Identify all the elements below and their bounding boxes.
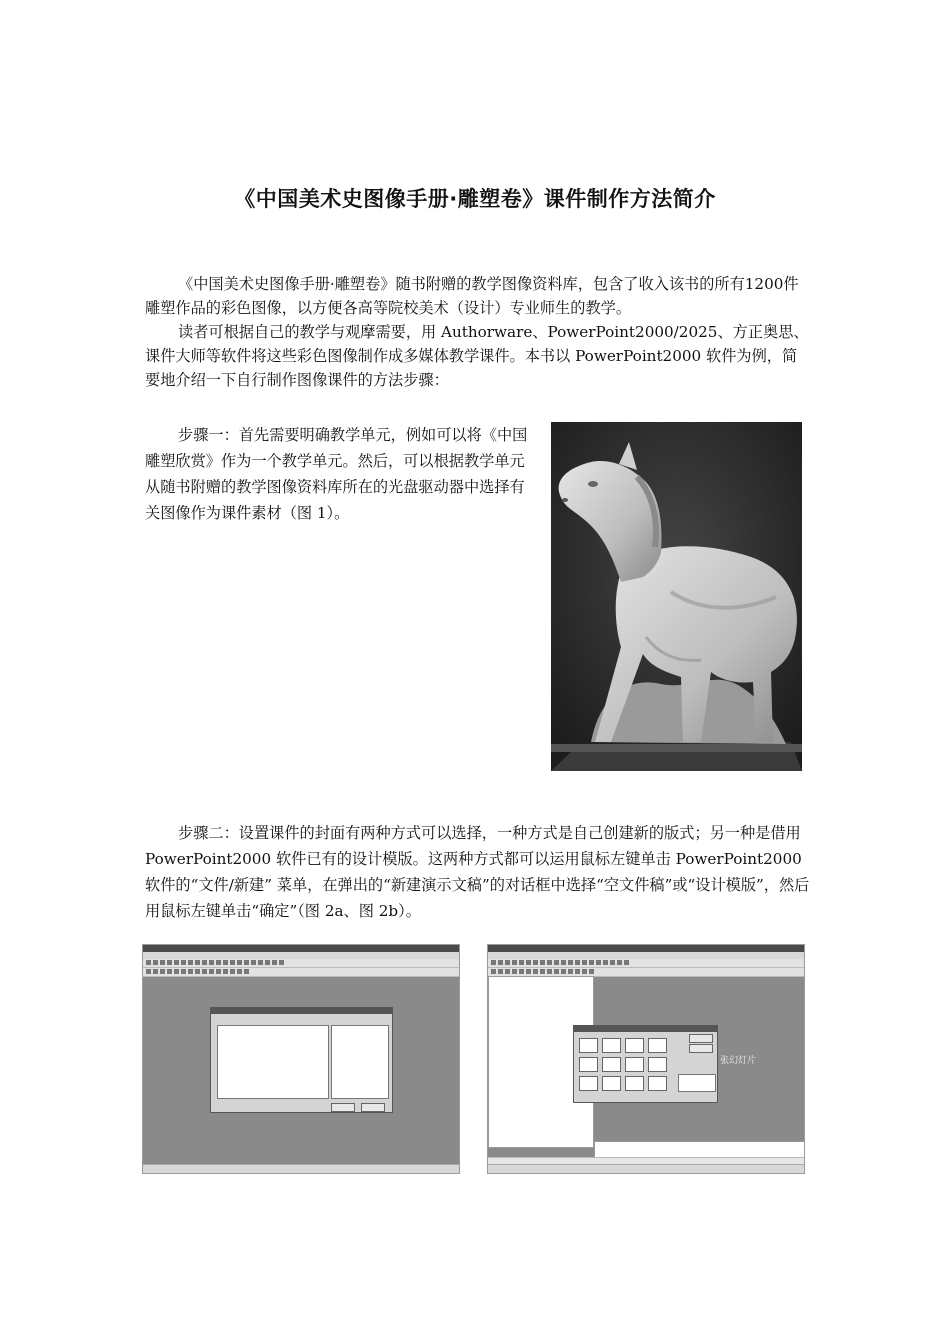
new-slide-dialog xyxy=(573,1025,718,1103)
layout-option xyxy=(648,1076,667,1091)
formatting-toolbar xyxy=(143,968,459,977)
step1-paragraph: 步骤一：首先需要明确教学单元，例如可以将《中国雕塑欣赏》作为一个教学单元。然后，可以根据教学单元从随书附赠的教学图像资料库所在的光盘驱动器中选择有关图像作为课件素材（图 1）。 xyxy=(145,426,528,522)
layout-option xyxy=(579,1038,598,1053)
status-bar xyxy=(488,1164,804,1173)
layout-description xyxy=(678,1074,716,1092)
window-titlebar xyxy=(143,945,459,952)
window-titlebar xyxy=(488,945,804,952)
cancel-button xyxy=(689,1044,713,1053)
status-bar xyxy=(143,1164,459,1173)
toolbar xyxy=(488,959,804,968)
menu-bar xyxy=(488,952,804,959)
menu-bar xyxy=(143,952,459,959)
step2-paragraph: 步骤二：设置课件的封面有两种方式可以选择，一种方式是自己创建新的版式；另一种是借用 PowerPoint2000 软件已有的设计模版。这两种方式都可以运用鼠标左键单击 PowerPoint2000 软件的“文件/新建” 菜单，在弹出的“新建演示文稿”的对话框中选择“空文件稿”或“设计模版”，然后用鼠标左键单击“确定”（图 2a、图 2b）。 xyxy=(145,824,810,920)
preview-pane xyxy=(331,1025,389,1099)
toolbar xyxy=(143,959,459,968)
intro-paragraph: 《中国美术史图像手册·雕塑卷》随书附赠的教学图像资料库，包含了收入该书的所有1200件雕塑作品的彩色图像，以方便各高等院校美术（设计）专业师生的教学。 xyxy=(145,275,799,317)
dialog-titlebar xyxy=(574,1026,717,1032)
layout-option xyxy=(648,1038,667,1053)
layout-option xyxy=(625,1057,644,1072)
layout-option xyxy=(625,1076,644,1091)
layout-option xyxy=(602,1057,621,1072)
slide-placeholder-text: 张幻灯片 xyxy=(720,1056,757,1066)
cancel-button xyxy=(361,1103,385,1112)
layout-option xyxy=(625,1038,644,1053)
horse-sculpture-photo xyxy=(551,422,802,771)
layout-option xyxy=(579,1057,598,1072)
template-list xyxy=(217,1025,329,1099)
layout-option xyxy=(602,1076,621,1091)
dialog-titlebar xyxy=(211,1008,392,1014)
horse-sculpture-illustration xyxy=(551,422,802,771)
layout-option xyxy=(602,1038,621,1053)
ok-button xyxy=(689,1034,713,1043)
new-presentation-dialog xyxy=(210,1007,393,1113)
document-title: 《中国美术史图像手册·雕塑卷》课件制作方法简介 xyxy=(234,187,716,211)
powerpoint-new-slide-screenshot xyxy=(487,944,805,1174)
software-paragraph: 读者可根据自己的教学与观摩需要，用 Authorware、PowerPoint2000/2025、方正奥思、课件大师等软件将这些彩色图像制作成多媒体教学课件。本书以 PowerPoint2000 软件为例，简要地介绍一下自行制作图像课件的方法步骤： xyxy=(145,323,809,389)
ok-button xyxy=(331,1103,355,1112)
powerpoint-new-presentation-screenshot xyxy=(142,944,460,1174)
layout-option xyxy=(579,1076,598,1091)
slide-layout-grid xyxy=(579,1038,667,1091)
layout-option xyxy=(648,1057,667,1072)
